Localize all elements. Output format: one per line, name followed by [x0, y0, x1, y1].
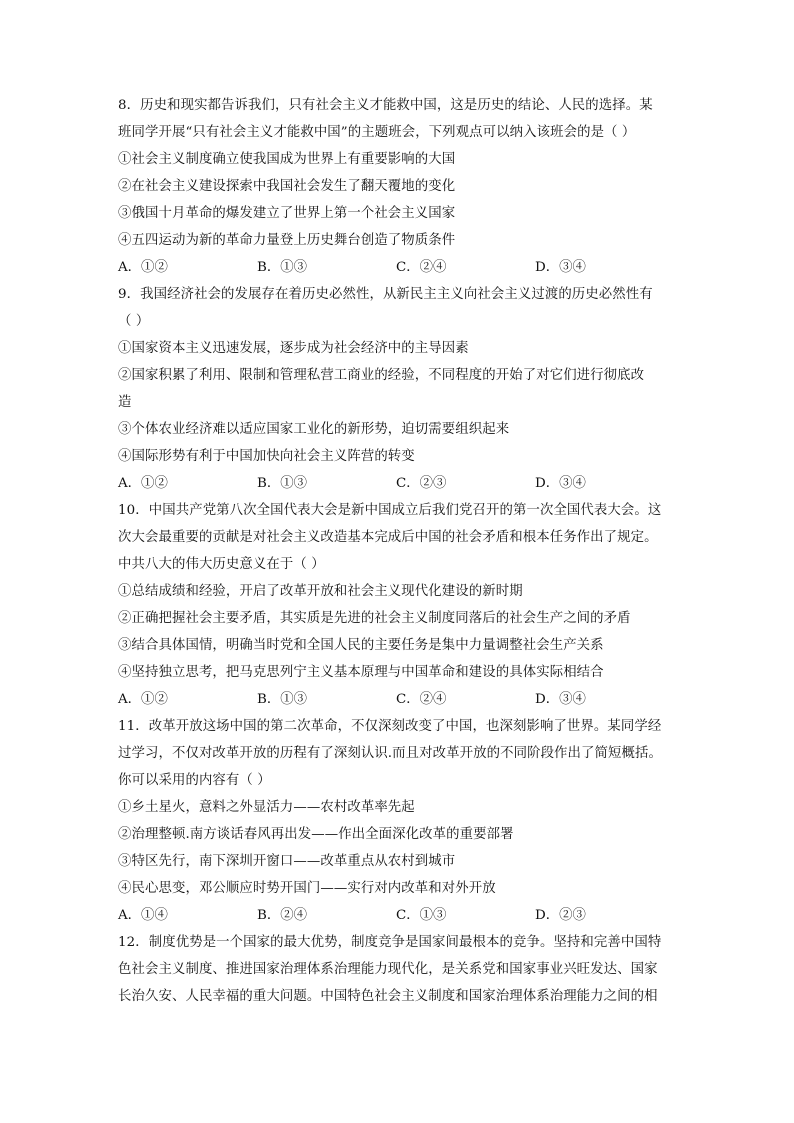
question-stem-line: 班同学开展“只有社会主义才能救中国”的主题班会，下列观点可以纳入该班会的是（ ） — [118, 125, 636, 140]
answer-option[interactable]: B．①③ — [257, 692, 308, 707]
question-stem-line: 色社会主义制度、推进国家治理体系治理能力现代化，是关系党和国家事业兴旺发达、国家 — [118, 962, 658, 977]
answer-option[interactable]: D．③④ — [535, 260, 586, 275]
statement-item: ④国际形势有利于中国加快向社会主义阵营的转变 — [118, 449, 415, 464]
statement-item: ③俄国十月革命的爆发建立了世界上第一个社会主义国家 — [118, 206, 456, 221]
question-stem-line: （ ） — [118, 314, 150, 329]
question-block — [118, 713, 678, 929]
question-stem-line: 9．我国经济社会的发展存在着历史必然性，从新民主主义向社会主义过渡的历史必然性有 — [118, 287, 653, 302]
answer-option[interactable]: A．①② — [118, 692, 168, 707]
question-block — [118, 281, 678, 497]
answer-options — [118, 254, 678, 281]
statement-item: 造 — [118, 395, 132, 410]
statement-item: ②在社会主义建设探索中我国社会发生了翻天覆地的变化 — [118, 179, 456, 194]
statement-item: ④五四运动为新的革命力量登上历史舞台创造了物质条件 — [118, 233, 456, 248]
answer-option[interactable]: D．③④ — [535, 692, 586, 707]
question-block — [118, 497, 678, 713]
answer-option[interactable]: C．②④ — [396, 260, 447, 275]
question-block — [118, 92, 678, 281]
question-stem-line: 你可以采用的内容有（ ） — [118, 773, 271, 788]
answer-option[interactable]: B．②④ — [257, 908, 308, 923]
statement-item: ②治理整顿.南方谈话春风再出发——作出全面深化改革的重要部署 — [118, 827, 514, 842]
question-stem-line: 中共八大的伟大历史意义在于（ ） — [118, 557, 325, 572]
question-stem-line: 11．改革开放这场中国的第二次革命，不仅深刻改变了中国，也深刻影响了世界。某同学经 — [118, 719, 662, 734]
statement-item: ②国家积累了利用、限制和管理私营工商业的经验，不同程度的开始了对它们进行彻底改 — [118, 368, 645, 383]
statement-item: ②正确把握社会主要矛盾，其实质是先进的社会主义制度同落后的社会生产之间的矛盾 — [118, 611, 631, 626]
question-stem-line: 8．历史和现实都告诉我们，只有社会主义才能救中国，这是历史的结论、人民的选择。某 — [118, 98, 653, 113]
answer-option[interactable]: D．③④ — [535, 476, 586, 491]
statement-item: ④民心思变，邓公顺应时势开国门——实行对内改革和对外开放 — [118, 881, 496, 896]
answer-options — [118, 686, 678, 713]
question-stem-line: 12．制度优势是一个国家的最大优势，制度竞争是国家间最根本的竞争。坚持和完善中国特 — [118, 935, 662, 950]
statement-item: ③个体农业经济难以适应国家工业化的新形势，迫切需要组织起来 — [118, 422, 510, 437]
question-stem-line: 10．中国共产党第八次全国代表大会是新中国成立后我们党召开的第一次全国代表大会。这 — [118, 503, 662, 518]
exam-page — [118, 92, 678, 1010]
answer-options — [118, 902, 678, 929]
answer-option[interactable]: C．①③ — [396, 908, 447, 923]
question-stem-line: 过学习，不仅对改革开放的历程有了深刻认识.而且对改革开放的不同阶段作出了简短概括。 — [118, 746, 662, 761]
statement-item: ④坚持独立思考，把马克思列宁主义基本原理与中国革命和建设的具体实际相结合 — [118, 665, 604, 680]
statement-item: ①乡土星火，意料之外显活力——农村改革率先起 — [118, 800, 415, 815]
answer-option[interactable]: D．②③ — [535, 908, 586, 923]
question-stem-line: 长治久安、人民幸福的重大问题。中国特色社会主义制度和国家治理体系治理能力之间的相 — [118, 989, 658, 1004]
question-block — [118, 929, 678, 1010]
statement-item: ①社会主义制度确立使我国成为世界上有重要影响的大国 — [118, 152, 456, 167]
answer-option[interactable]: C．②③ — [396, 476, 447, 491]
answer-option[interactable]: C．②④ — [396, 692, 447, 707]
answer-option[interactable]: A．①④ — [118, 908, 168, 923]
answer-option[interactable]: B．①③ — [257, 260, 308, 275]
statement-item: ①国家资本主义迅速发展，逐步成为社会经济中的主导因素 — [118, 341, 469, 356]
answer-option[interactable]: B．①③ — [257, 476, 308, 491]
statement-item: ③特区先行，南下深圳开窗口——改革重点从农村到城市 — [118, 854, 456, 869]
answer-option[interactable]: A．①② — [118, 476, 168, 491]
question-stem-line: 次大会最重要的贡献是对社会主义改造基本完成后中国的社会矛盾和根本任务作出了规定。 — [118, 530, 658, 545]
answer-options — [118, 470, 678, 497]
statement-item: ①总结成绩和经验，开启了改革开放和社会主义现代化建设的新时期 — [118, 584, 523, 599]
answer-option[interactable]: A．①② — [118, 260, 168, 275]
statement-item: ③结合具体国情，明确当时党和全国人民的主要任务是集中力量调整社会生产关系 — [118, 638, 604, 653]
